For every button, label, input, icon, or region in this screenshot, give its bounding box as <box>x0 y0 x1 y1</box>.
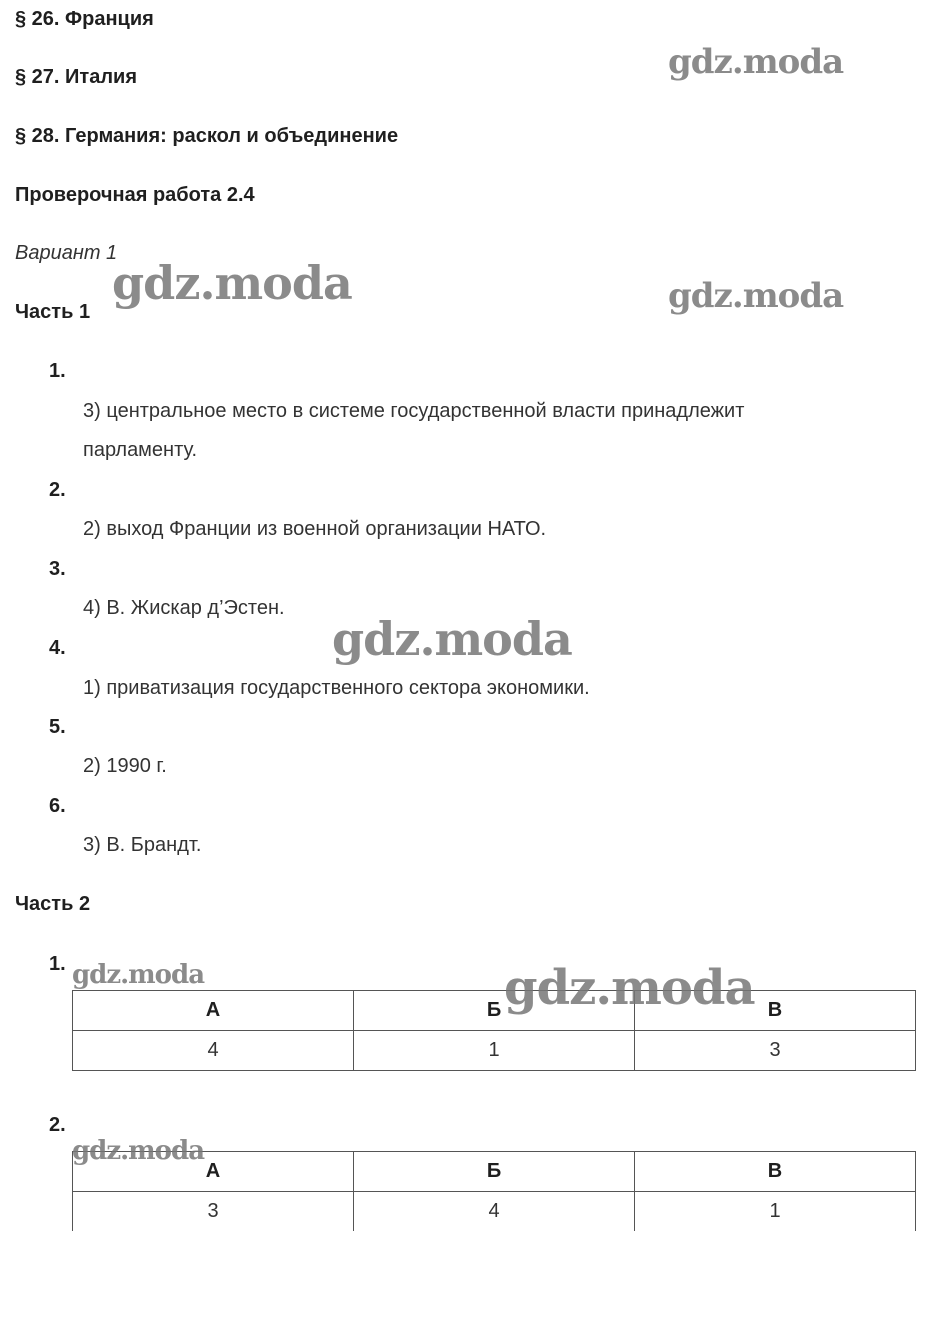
table-number: 1. <box>49 953 66 975</box>
heading-section-26: § 26. Франция <box>15 8 154 30</box>
item-answer: 1) приватизация государственного сектора экономики. <box>83 677 590 699</box>
item-answer: 3) центральное место в системе государственной власти принадлежит <box>83 400 745 422</box>
watermark-logo: gdz.moda <box>504 960 755 1016</box>
item-answer: 2) выход Франции из военной организации НАТО. <box>83 518 547 540</box>
table-row <box>73 1192 916 1232</box>
watermark-logo: gdz.moda <box>668 42 844 82</box>
value-cell: 1 <box>635 1192 916 1232</box>
item-answer-continued: парламенту. <box>83 439 198 461</box>
item-number: 3. <box>49 558 66 580</box>
part1-title: Часть 1 <box>15 301 91 323</box>
item-number: 2. <box>49 479 66 501</box>
table-row <box>73 1031 916 1071</box>
item-number: 5. <box>49 716 66 738</box>
variant-label: Вариант 1 <box>15 242 118 264</box>
item-number: 1. <box>49 360 66 382</box>
value-cell: 1 <box>354 1031 635 1071</box>
table-number: 2. <box>49 1114 66 1136</box>
header-cell: В <box>635 991 916 1031</box>
watermark-logo: gdz.moda <box>72 960 205 990</box>
answer-table-1 <box>72 990 916 1071</box>
value-cell: 4 <box>73 1031 354 1071</box>
watermark-logo: gdz.moda <box>332 612 572 666</box>
header-cell: В <box>635 1152 916 1192</box>
item-answer: 4) В. Жискар д’Эстен. <box>83 597 285 619</box>
value-cell: 4 <box>354 1192 635 1232</box>
watermark-logo: gdz.moda <box>112 256 352 310</box>
header-cell: Б <box>354 1152 635 1192</box>
value-cell: 3 <box>73 1192 354 1232</box>
value-cell: 3 <box>635 1031 916 1071</box>
heading-section-28: § 28. Германия: раскол и объединение <box>15 125 399 147</box>
item-number: 6. <box>49 795 66 817</box>
item-answer: 2) 1990 г. <box>83 755 167 777</box>
header-cell: Б <box>354 991 635 1031</box>
header-cell: А <box>73 991 354 1031</box>
item-number: 4. <box>49 637 66 659</box>
part2-title: Часть 2 <box>15 893 91 915</box>
watermark-logo: gdz.moda <box>668 276 844 316</box>
watermark-logo: gdz.moda <box>72 1136 205 1166</box>
item-answer: 3) В. Брандт. <box>83 834 202 856</box>
header-cell: А <box>73 1152 354 1192</box>
heading-section-27: § 27. Италия <box>15 66 138 88</box>
heading-test-work: Проверочная работа 2.4 <box>15 184 255 206</box>
table-header-row <box>73 991 916 1031</box>
